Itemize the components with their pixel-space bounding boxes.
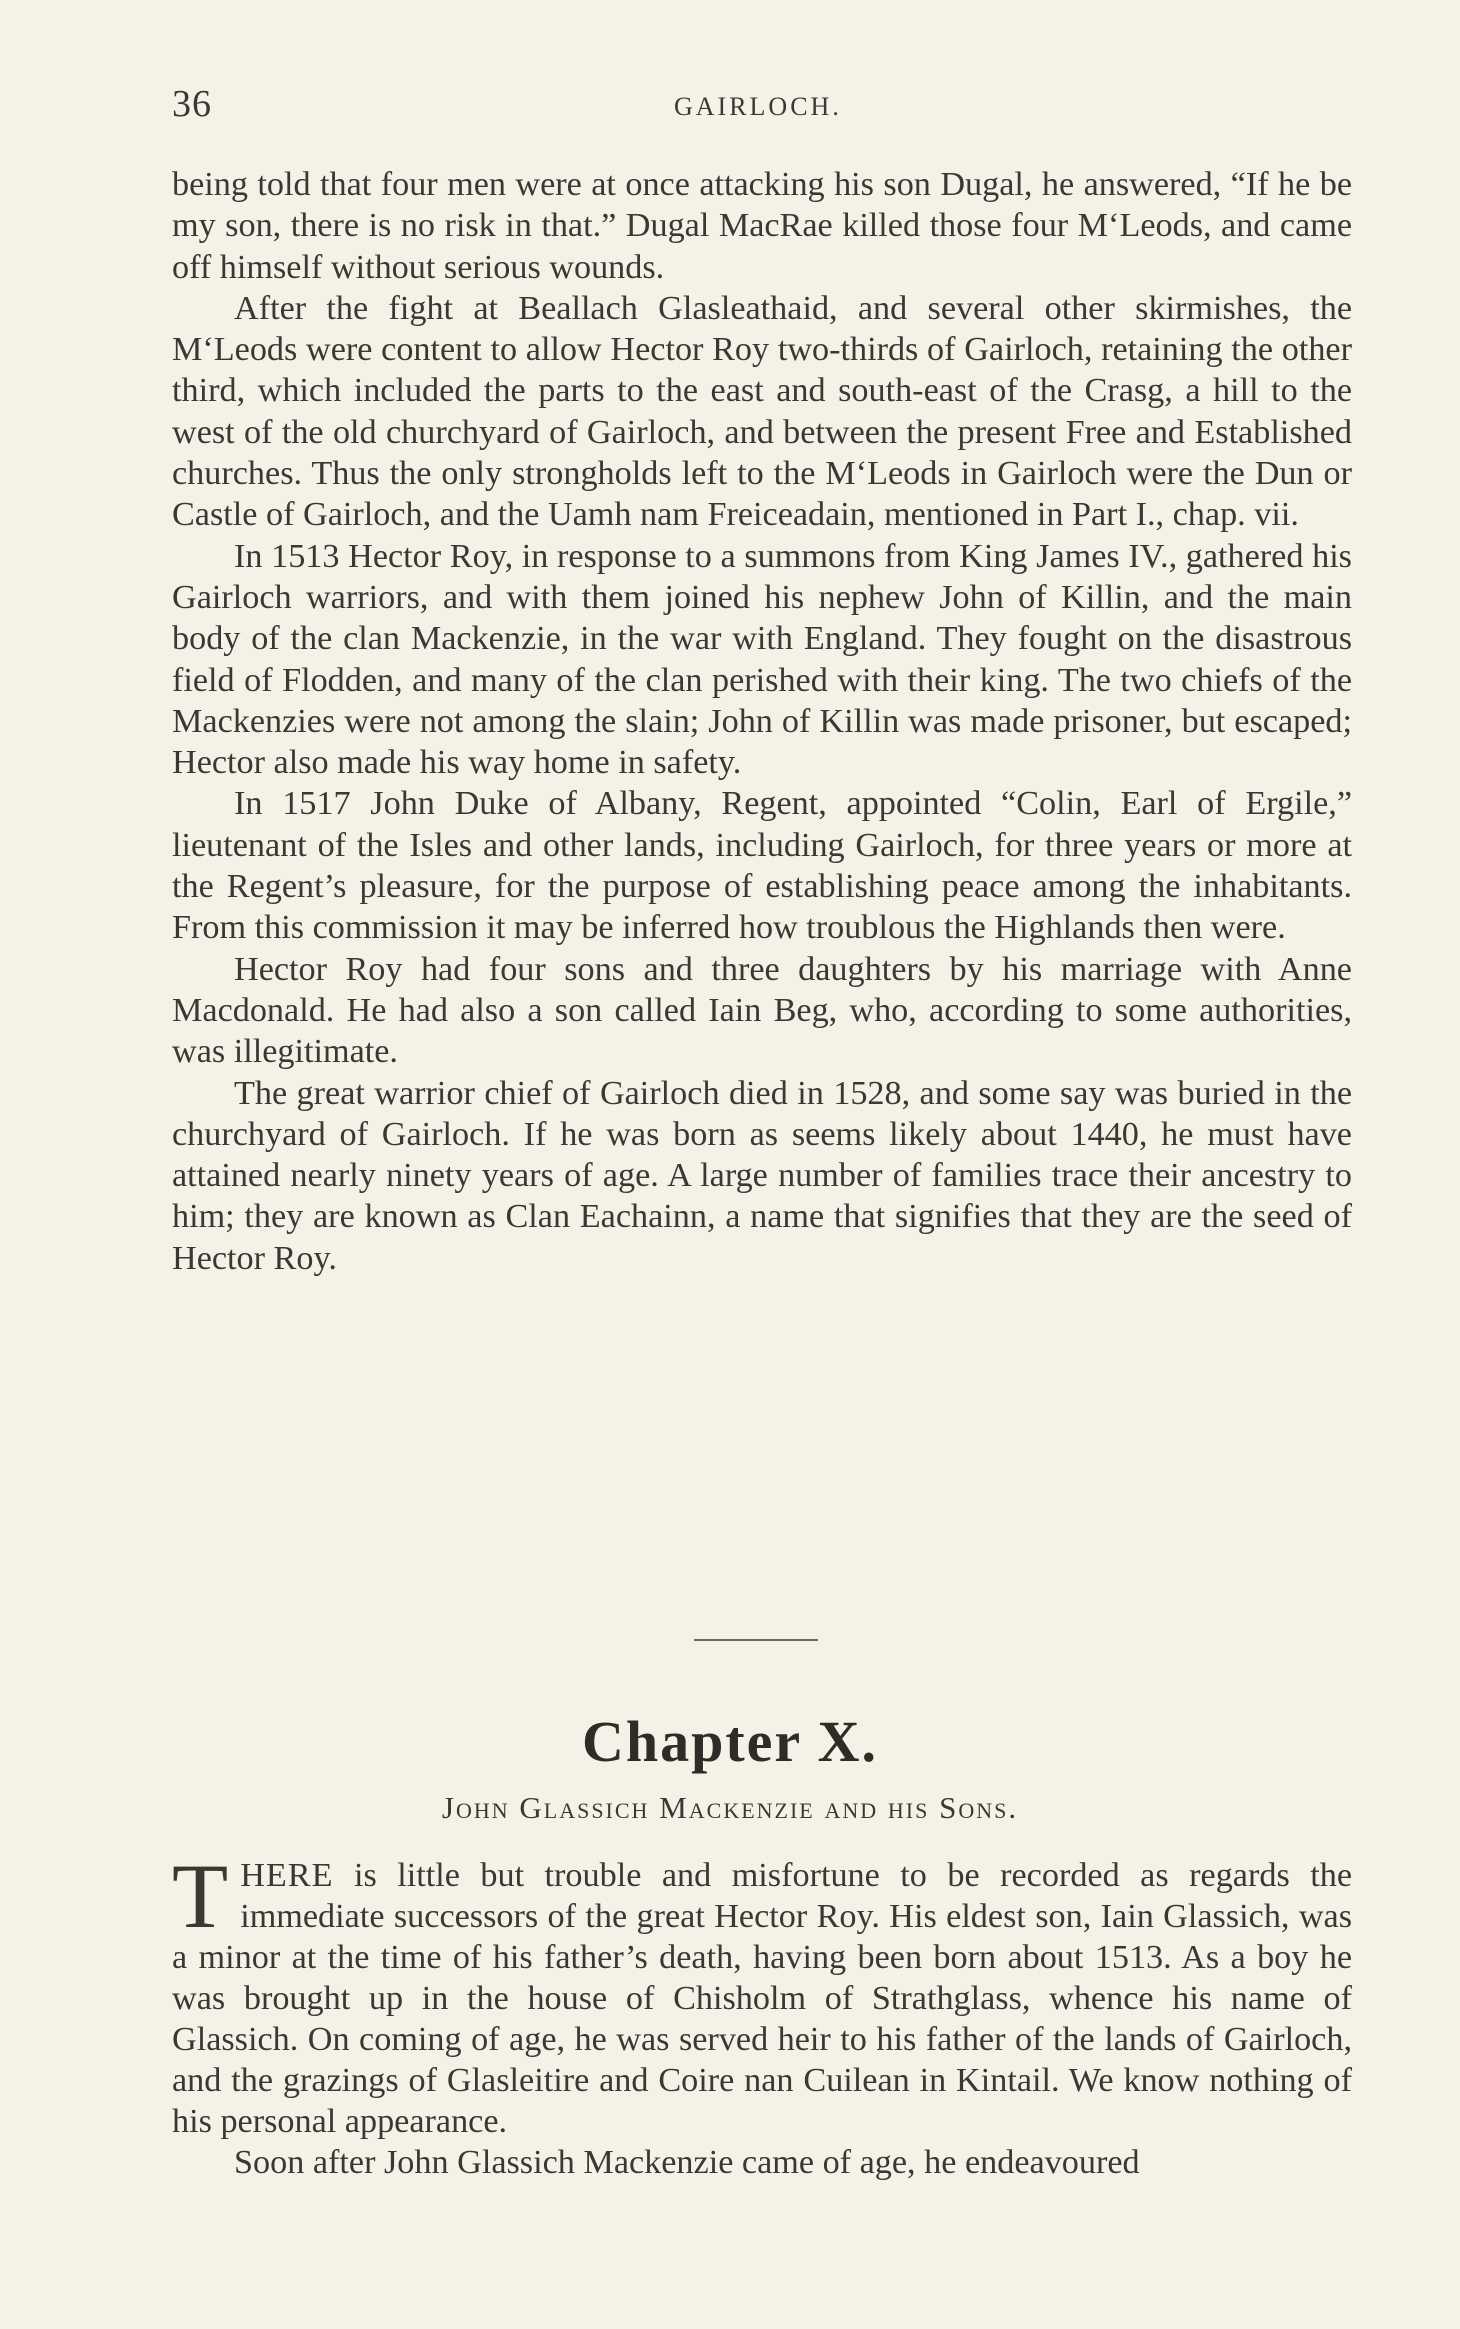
drop-cap: T [172,1845,229,1947]
section-divider [694,1639,818,1641]
paragraph-1: being told that four men were at once attacking his son Dugal, he answered, “If he be my son, there is no risk in that.” Dugal MacRae killed those four M‘Leods, and came off himself without serious wounds. [172,166,1352,286]
paragraph-2: After the fight at Beallach Glasleathaid, and several other skirmishes, the M‘Leods were content to allow Hector Roy two-thirds of Gairloch, retaining the other third, which included the parts to the east and south-east of the Crasg, a hill to the west of the old churchyard of Gairloch, and between the present Free and Established churches. Thus the only strongholds left to the M‘Leods in Gairloch were the Dun or Castle of Gairloch, and the Uamh nam Freiceadain, mentioned in Part I., chap. vii. [172,289,1352,534]
chapter-paragraph-1-text: is little but trouble and misfortune to be recorded as regards the immediate successors of the great Hector Roy. His eldest son, Iain Glassich, was a minor at the time of his father’s death, having been born about 1513. As a boy he was brought up in the house of Chisholm of Strathglass, whence his name of Glassich. On coming of age, he was served heir to his father of the lands of Gairloch, and the grazings of Glasleitire and Coire nan Cuilean in Kintail. We know nothing of his personal appearance. [172,1857,1352,2140]
chapter-heading: Chapter X. [581,1709,879,1774]
paragraph-5: Hector Roy had four sons and three daughters by his marriage with Anne Macdonald. He had also a son called Iain Beg, who, according to some authorities, was illegitimate. [172,950,1352,1071]
chapter-paragraph-2: Soon after John Glassich Mackenzie came of age, he endeavoured [234,2144,1140,2181]
running-head [172,82,1352,125]
upper-body-text [172,164,1352,1279]
paragraph-4: In 1517 John Duke of Albany, Regent, appointed “Colin, Earl of Ergile,” lieutenant of the Isles and other lands, including Gairloch, for three years or more at the Regent’s pleasure, for the purpose of establishing peace among the inhabitants. From this commission it may be inferred how troublous the Highlands then were. [172,785,1352,947]
paragraph-3: In 1513 Hector Roy, in response to a summons from King James IV., gathered his Gairloch warriors, and with them joined his nephew John of Killin, and the main body of the clan Mackenzie, in the war with England. They fought on the disastrous field of Flodden, and many of the clan perished with their king. The two chiefs of the Mackenzies were not among the slain; John of Killin was made prisoner, but escaped; Hector also made his way home in safety. [172,537,1352,782]
page-number: 36 [172,83,212,125]
first-word: HERE [240,1857,334,1894]
running-title: GAIRLOCH. [674,92,842,121]
lower-body-text [172,1845,1352,2183]
paragraph-6: The great warrior chief of Gairloch died in 1528, and some say was buried in the churchyard of Gairloch. If he was born as seems likely about 1440, he must have attained nearly ninety years of age. A large number of families trace their ancestry to him; they are known as Clan Eachainn, a name that signifies that they are the seed of Hector Roy. [172,1074,1352,1277]
chapter-subtitle: John Glassich Mackenzie and his Sons. [441,1790,1019,1825]
chapter-paragraph-1 [172,1845,1352,2142]
